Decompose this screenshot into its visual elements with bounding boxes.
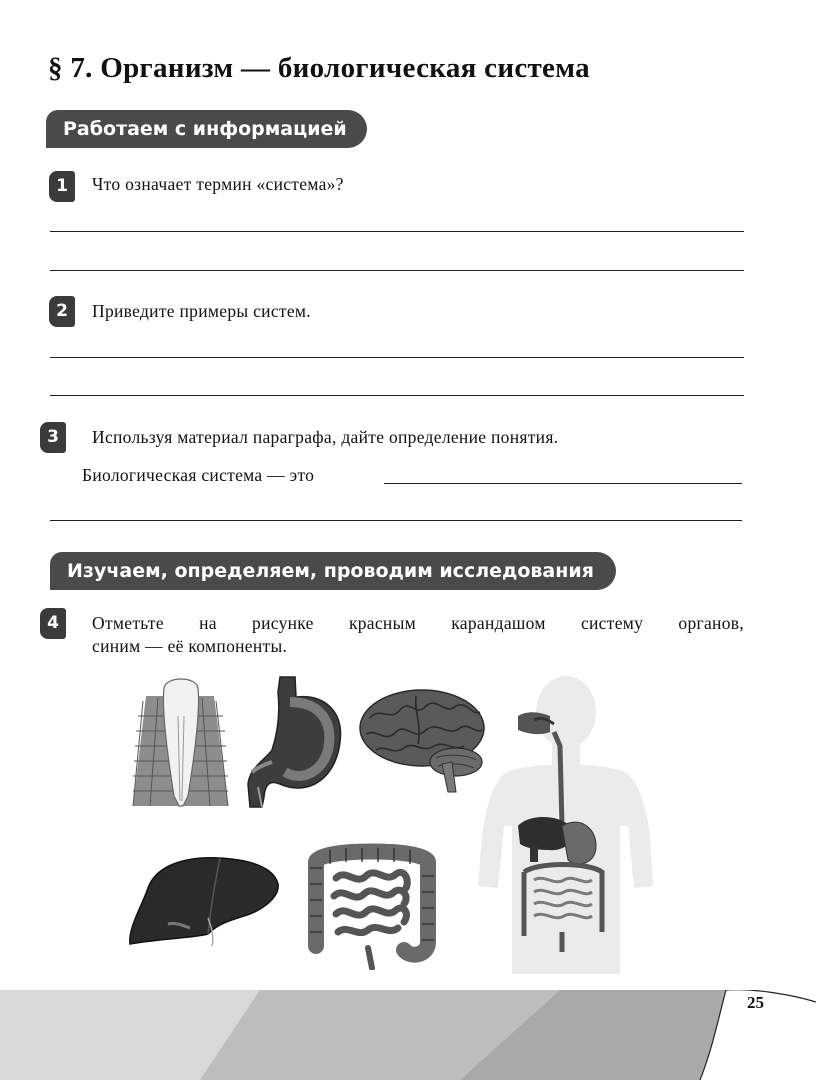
task-4-line-2: синим — её компоненты. <box>92 636 288 656</box>
page-number: 25 <box>747 993 764 1012</box>
answer-line-2b[interactable] <box>50 395 744 396</box>
stomach-icon[interactable] <box>240 672 346 810</box>
task-3-question: Используя материал параграфа, дайте определение понятия. <box>92 427 559 447</box>
digestive-system-icon[interactable] <box>478 676 653 974</box>
task-number-4: 4 <box>40 608 66 639</box>
intestine-icon[interactable] <box>300 838 444 970</box>
task-number-2: 2 <box>49 296 75 327</box>
task-4-question <box>92 612 744 658</box>
section-header-research: Изучаем, определяем, проводим исследования <box>50 552 616 590</box>
task-number-3: 3 <box>40 422 66 453</box>
answer-line-2a[interactable] <box>50 357 744 358</box>
task-1-question: Что означает термин «система»? <box>92 174 344 194</box>
task-number-1: 1 <box>49 171 75 202</box>
answer-line-1b[interactable] <box>50 270 744 271</box>
page-title: § 7. Организм — биологическая система <box>48 52 590 84</box>
tooth-icon[interactable] <box>128 676 233 808</box>
brain-icon[interactable] <box>356 688 492 796</box>
task-2-question: Приведите примеры систем. <box>92 301 311 321</box>
definition-answer-line[interactable] <box>384 483 742 484</box>
liver-icon[interactable] <box>124 848 282 950</box>
answer-line-3b[interactable] <box>50 520 742 521</box>
section-header-info: Работаем с информацией <box>46 110 367 148</box>
task-4-line-1: Отметьте на рисунке красным карандашом систему органов, <box>92 613 744 633</box>
footer-decoration <box>0 990 816 1080</box>
definition-prompt: Биологическая система — это <box>82 465 315 485</box>
answer-line-1a[interactable] <box>50 231 744 232</box>
